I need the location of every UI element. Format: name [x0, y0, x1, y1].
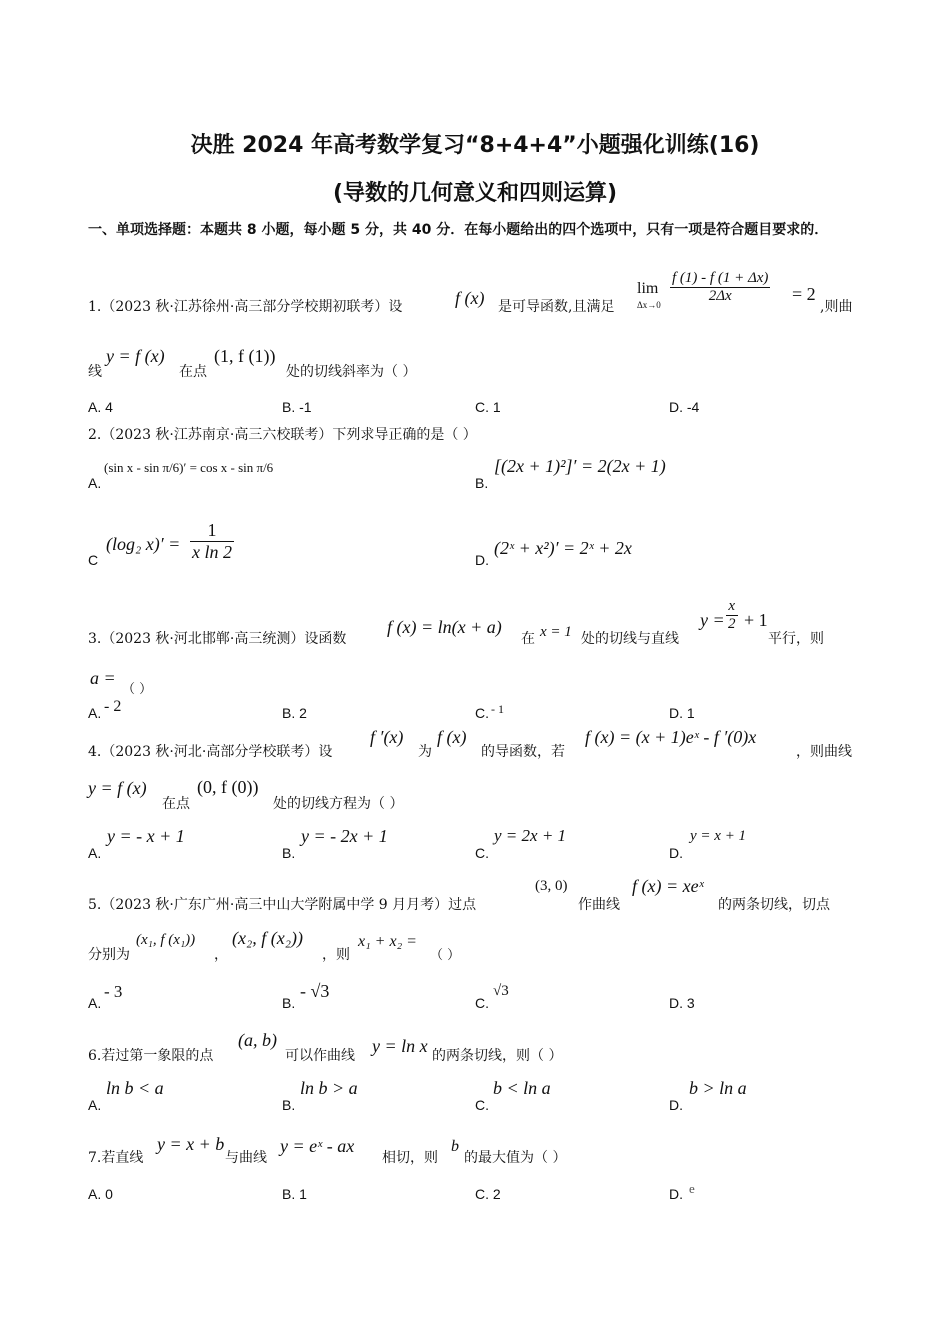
q4-pre: 4.（2023 秋·河北·高部分学校联考）设	[88, 744, 333, 760]
q7-b: b	[451, 1138, 459, 1155]
q3-option-b[interactable]: B. 2	[282, 705, 307, 721]
q1-option-b[interactable]: B. -1	[282, 399, 312, 415]
q4-fx: f (x)	[437, 727, 467, 747]
q5-post: 的两条切线，切点	[718, 897, 830, 913]
q1-fraction	[670, 270, 770, 305]
q7-post: 的最大值为（ ）	[464, 1150, 567, 1166]
q1-frac-den: 2Δx	[708, 288, 732, 304]
q7-mid: 与曲线	[225, 1150, 267, 1166]
q7-option-a[interactable]: A. 0	[88, 1186, 113, 1202]
q4-option-d-expr[interactable]: y = x + 1	[690, 828, 747, 844]
q1-lim: lim	[637, 280, 659, 297]
q4-equation: f (x) = (x + 1)eˣ - f ′(0)x	[585, 727, 757, 747]
q4-option-b-label[interactable]: B.	[282, 845, 296, 861]
q6-mid: 可以作曲线	[285, 1048, 355, 1064]
q1-yfx: y = f (x)	[106, 346, 165, 366]
q1-fx: f (x)	[455, 288, 485, 308]
q4-option-c-label[interactable]: C.	[475, 845, 489, 861]
q2-option-c-fraction[interactable]	[190, 520, 234, 563]
q7-mid2: 相切，则	[382, 1150, 438, 1166]
q3-option-a-label[interactable]: A.	[88, 705, 102, 721]
q6-option-d-label[interactable]: D.	[669, 1097, 683, 1113]
page-subtitle: (导数的几何意义和四则运算)	[332, 181, 618, 206]
q4-point: (0, f (0))	[197, 777, 259, 797]
q4-option-b-expr[interactable]: y = - 2x + 1	[301, 826, 388, 846]
q5-comma: ，	[214, 947, 228, 963]
q5-point: (3, 0)	[535, 878, 568, 894]
q3-fraction	[726, 598, 738, 633]
q5-option-b-value[interactable]: - √3	[300, 981, 330, 1001]
q3-frac-num: x	[726, 598, 738, 616]
page-title: 决胜 2024 年高考数学复习“8+4+4”小题强化训练(16)	[190, 133, 760, 158]
q6-post: 的两条切线，则（ ）	[432, 1048, 563, 1064]
q5-option-a-value[interactable]: - 3	[104, 982, 123, 1001]
q2-option-a-expr[interactable]: (sin x - sin π/6)′ = cos x - sin π/6	[104, 460, 274, 475]
q2-option-a-label[interactable]: A.	[88, 475, 102, 491]
q5-point1: (x₁, f (x₁))	[136, 932, 196, 948]
q4-mid: 的导函数，若	[481, 744, 565, 760]
q4-option-a-expr[interactable]: y = - x + 1	[107, 826, 185, 846]
q6-option-b-label[interactable]: B.	[282, 1097, 296, 1113]
q2-option-c-label[interactable]: C	[88, 552, 99, 568]
q5-sum: x₁ + x₂ =	[358, 933, 417, 950]
q1-option-c[interactable]: C. 1	[475, 399, 501, 415]
q4-fprime: f ′(x)	[370, 727, 404, 747]
q3-post: 平行，则	[768, 631, 824, 647]
q4-option-a-label[interactable]: A.	[88, 845, 102, 861]
q5-option-a-label[interactable]: A.	[88, 995, 102, 1011]
q4-post: ，则曲线	[796, 744, 852, 760]
q6-option-a-label[interactable]: A.	[88, 1097, 102, 1113]
q5-then: ，则	[322, 947, 350, 963]
q3-x1: x = 1	[540, 624, 572, 640]
q3-pre: 3.（2023 秋·河北邯郸·高三统测）设函数	[88, 631, 347, 647]
q7-curve: y = eˣ - ax	[280, 1136, 355, 1156]
q1-frac-num: f (1) - f (1 + Δx)	[672, 270, 769, 286]
q7-line: y = x + b	[157, 1134, 225, 1154]
q3-frac-den: 2	[728, 616, 736, 632]
q3-fx: f (x) = ln(x + a)	[387, 617, 502, 637]
q5-paren: （ ）	[430, 948, 461, 963]
q3-plus-one: + 1	[744, 610, 768, 630]
q3-a: a =	[90, 668, 116, 688]
q7-pre: 7.若直线	[88, 1150, 144, 1166]
q4-wei: 为	[418, 744, 432, 760]
q5-pre: 5.（2023 秋·广东广州·高三中山大学附属中学 9 月月考）过点	[88, 897, 477, 913]
q6-option-b-expr[interactable]: ln b > a	[300, 1078, 358, 1098]
q6-option-c-label[interactable]: C.	[475, 1097, 489, 1113]
q1-line1-post: ,则曲	[820, 299, 853, 315]
q1-line1-mid: 是可导函数,且满足	[498, 299, 615, 315]
q4-tail: 处的切线方程为（ ）	[273, 796, 404, 812]
q2-option-c-num: 1	[190, 520, 234, 542]
q7-option-d-value[interactable]: e	[689, 1181, 695, 1196]
q3-y: y =	[700, 610, 725, 630]
q2-option-d-expr[interactable]: (2ˣ + x²)′ = 2ˣ + 2x	[494, 538, 632, 558]
q1-option-d[interactable]: D. -4	[669, 399, 700, 415]
q1-lim-sub: Δx→0	[637, 300, 661, 310]
q6-curve: y = ln x	[372, 1036, 428, 1056]
q1-point: (1, f (1))	[214, 346, 276, 366]
q3-mid: 在	[521, 631, 535, 647]
q2-option-c-den: x ln 2	[192, 542, 232, 562]
q3-option-c-label[interactable]: C.	[475, 705, 489, 721]
q1-line1-pre: 1.（2023 秋·江苏徐州·高三部分学校期初联考）设	[88, 299, 403, 315]
q3-option-d[interactable]: D. 1	[669, 705, 695, 721]
q6-option-c-expr[interactable]: b < ln a	[493, 1078, 551, 1098]
q2-option-c-lhs[interactable]: (log₂ x)′ =	[106, 534, 181, 554]
q3-option-c-value[interactable]: - 1	[491, 702, 504, 716]
q4-option-d-label[interactable]: D.	[669, 845, 683, 861]
q6-option-d-expr[interactable]: b > ln a	[689, 1078, 747, 1098]
q2-stem: 2.（2023 秋·江苏南京·高三六校联考）下列求导正确的是（ ）	[88, 427, 477, 443]
q3-option-a-value[interactable]: - 2	[104, 698, 122, 715]
q6-option-a-expr[interactable]: ln b < a	[106, 1078, 164, 1098]
q7-option-b[interactable]: B. 1	[282, 1186, 307, 1202]
q6-pre: 6.若过第一象限的点	[88, 1048, 214, 1064]
q3-mid2: 处的切线与直线	[581, 631, 679, 647]
q1-option-a[interactable]: A. 4	[88, 399, 113, 415]
q5-option-c-label[interactable]: C.	[475, 995, 489, 1011]
q1-line2-post: 处的切线斜率为（ ）	[286, 364, 417, 380]
q1-line2-pre: 线	[88, 364, 102, 380]
q4-yfx: y = f (x)	[88, 778, 147, 798]
q4-option-c-expr[interactable]: y = 2x + 1	[494, 826, 567, 845]
q5-fx: f (x) = xeˣ	[632, 876, 704, 896]
section-header: 一、单项选择题：本题共 8 小题，每小题 5 分，共 40 分．在每小题给出的四个选项中，只有一项是符合题目要求的．	[88, 222, 829, 238]
q2-option-d-label[interactable]: D.	[475, 552, 489, 568]
q5-option-d[interactable]: D. 3	[669, 995, 695, 1011]
q5-option-b-label[interactable]: B.	[282, 995, 296, 1011]
q5-option-c-value[interactable]: √3	[493, 983, 509, 999]
q2-option-b-label[interactable]: B.	[475, 475, 489, 491]
q5-line2-pre: 分别为	[88, 947, 130, 963]
q6-point: (a, b)	[238, 1030, 277, 1050]
q7-option-c[interactable]: C. 2	[475, 1186, 501, 1202]
q7-option-d-label[interactable]: D.	[669, 1186, 683, 1202]
q1-at: 在点	[179, 364, 207, 380]
q5-point2: (x₂, f (x₂))	[232, 928, 303, 948]
q4-at: 在点	[162, 796, 190, 812]
q3-paren: （ ）	[122, 682, 153, 697]
q5-mid: 作曲线	[578, 897, 620, 913]
q1-eq: = 2	[792, 284, 816, 304]
q2-option-b-expr[interactable]: [(2x + 1)²]′ = 2(2x + 1)	[494, 456, 666, 476]
